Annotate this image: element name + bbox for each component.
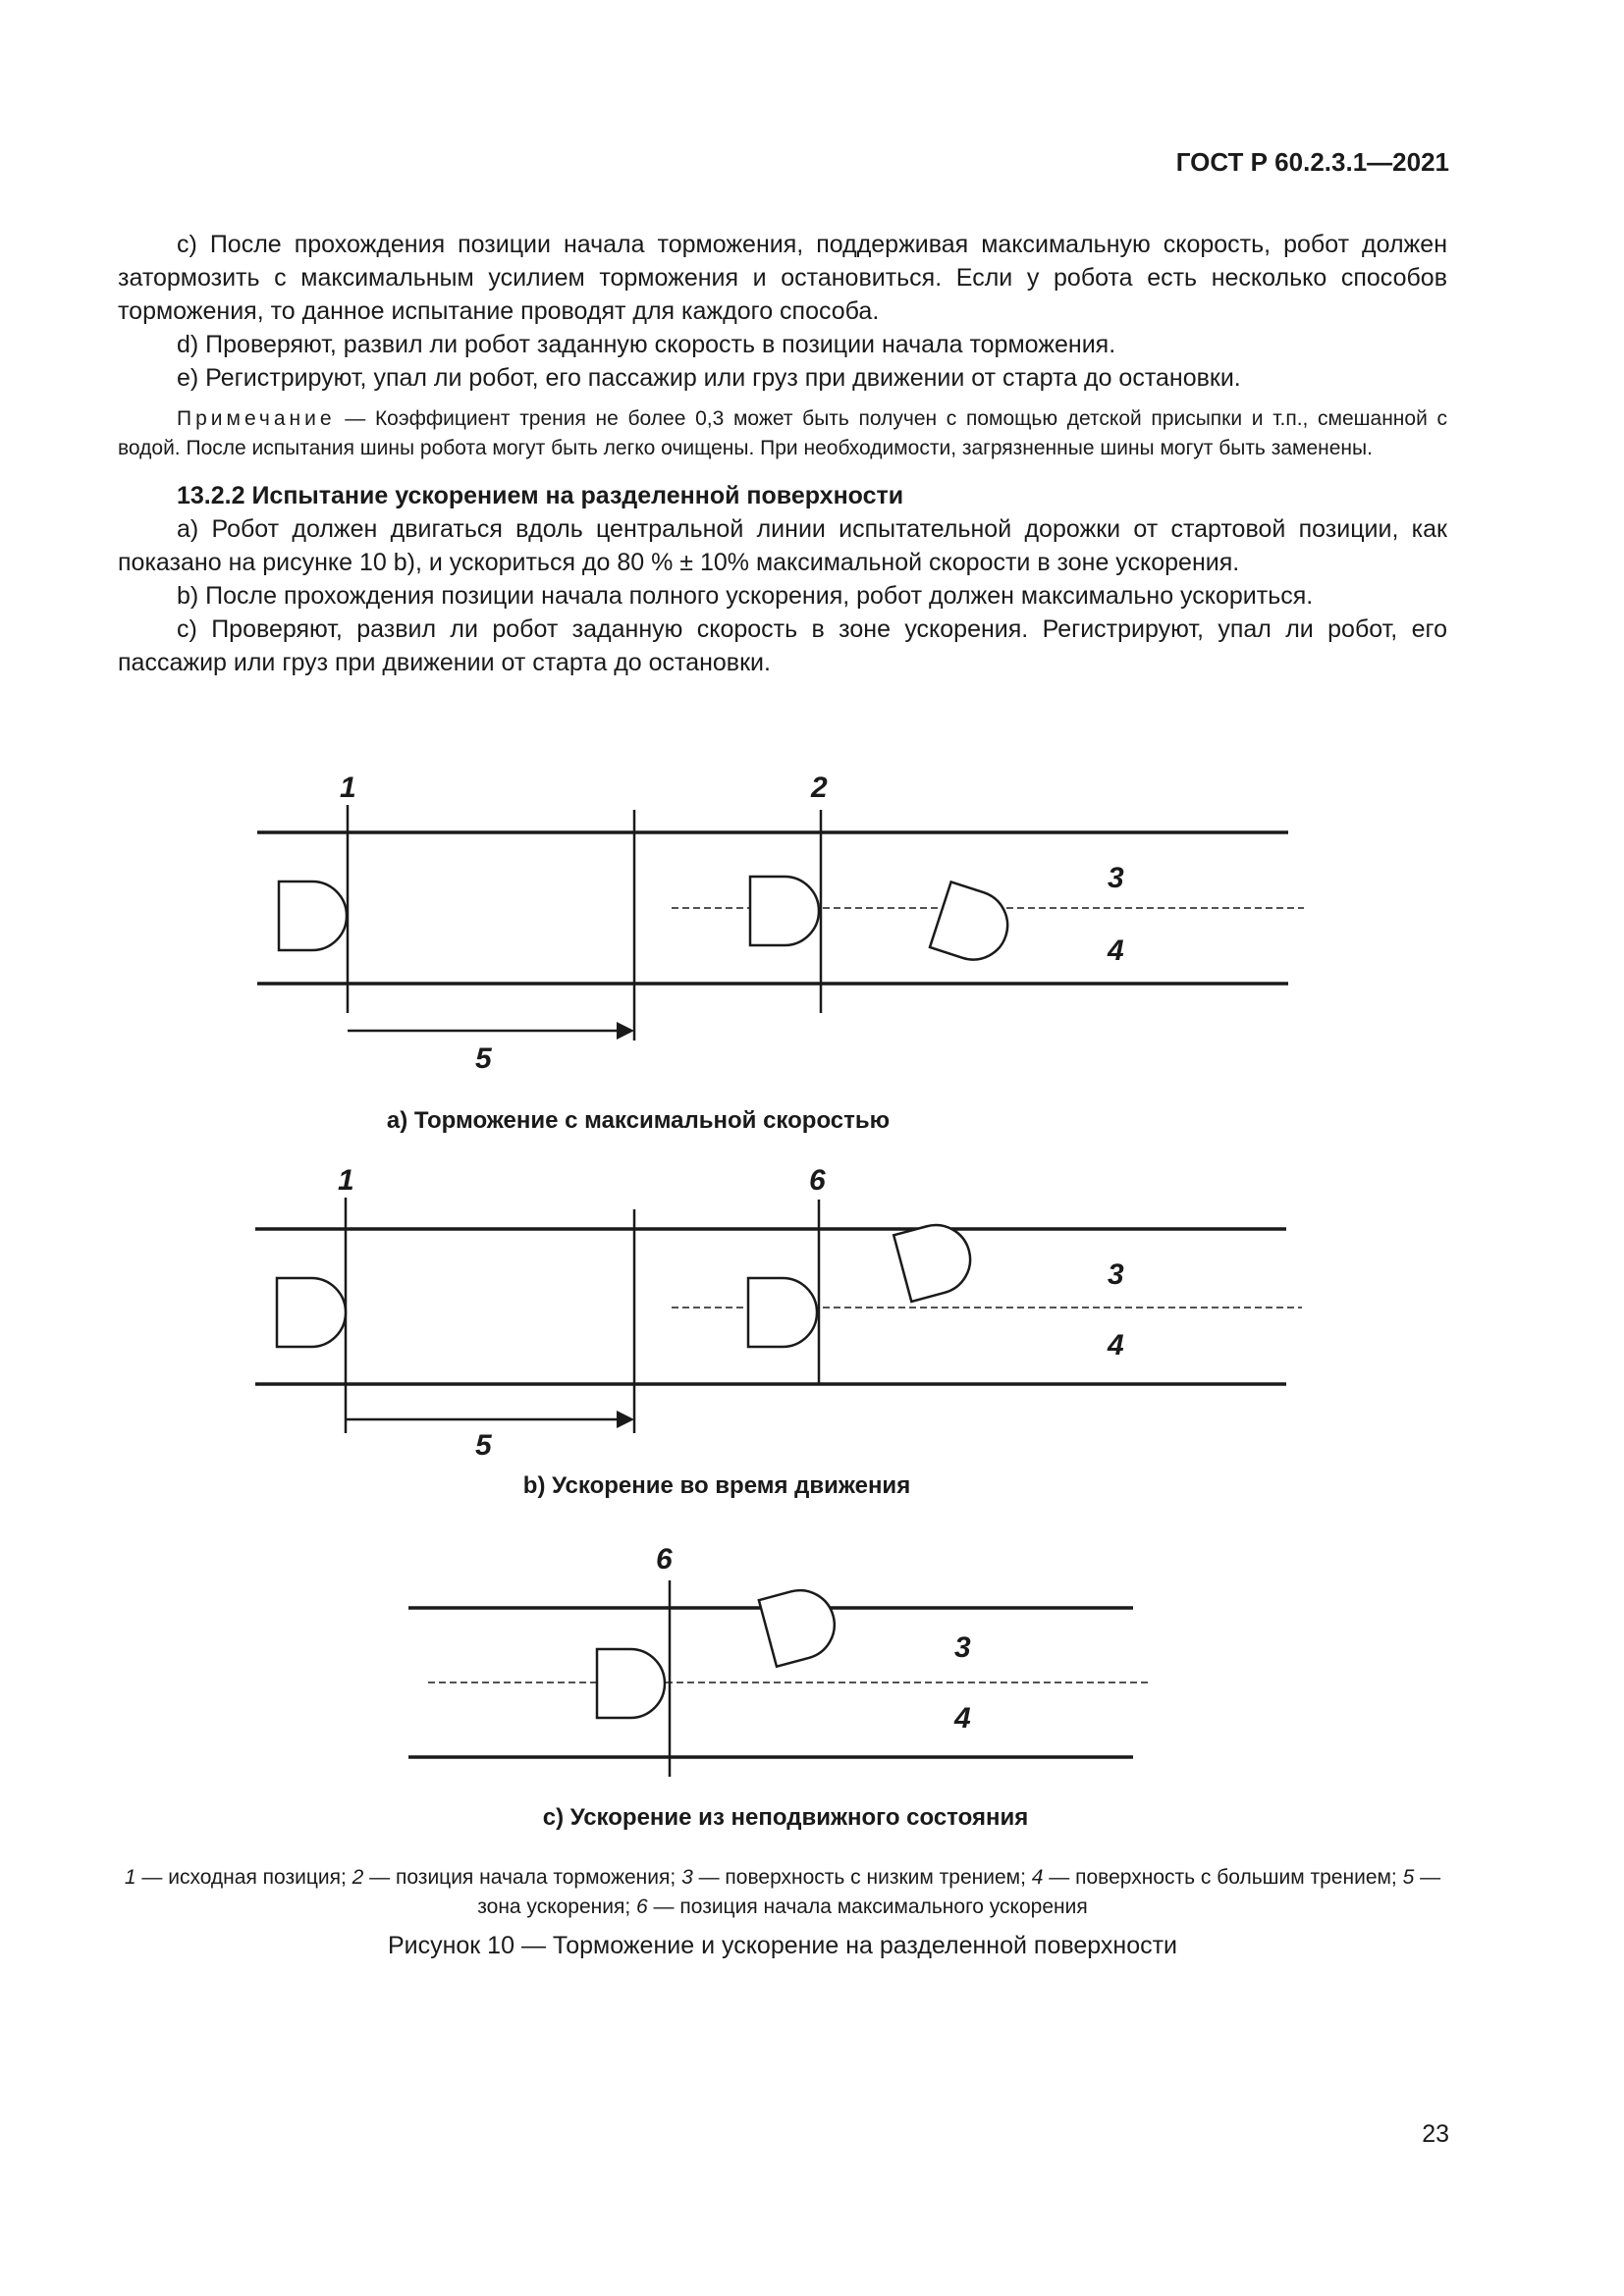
robot-start-icon bbox=[279, 881, 347, 950]
paragraph-b-accelerate: b) После прохождения позиции начала полного ускорения, робот должен максимально ускориться. bbox=[177, 582, 1314, 610]
robot-start-icon bbox=[277, 1278, 346, 1347]
legend-num-1: 1 bbox=[124, 1866, 136, 1889]
caption-c: c) Ускорение из неподвижного состояния bbox=[542, 1804, 1029, 1831]
legend-text-1: — исходная позиция; bbox=[135, 1866, 352, 1889]
zone-arrow-head bbox=[617, 1411, 634, 1428]
paragraph-e-register: e) Регистрируют, упал ли робот, его пассажир или груз при движении от старта до остановки. bbox=[177, 364, 1241, 392]
note bbox=[118, 404, 1447, 463]
label-4: 4 bbox=[954, 1702, 971, 1735]
label-3: 3 bbox=[1108, 1258, 1124, 1291]
legend-text-4: — поверхность с большим трением; bbox=[1043, 1866, 1403, 1889]
figure-title: Рисунок 10 — Торможение и ускорение на разделенной поверхности bbox=[387, 1932, 1178, 1959]
label-4: 4 bbox=[1108, 934, 1124, 967]
section-heading: 13.2.2 Испытание ускорением на разделенной поверхности bbox=[177, 482, 904, 509]
robot-start-icon bbox=[597, 1649, 665, 1718]
legend-num-4: 4 bbox=[1031, 1866, 1044, 1889]
paragraph-c-braking: c) После прохождения позиции начала торможения, поддерживая максимальную скорость, робот должен затормозить с максимальным усилием торможения и остановиться. Если у робота есть несколько способов торможения, то данное испытание проводят для каждого способа. bbox=[118, 231, 1447, 325]
legend-num-5: 5 bbox=[1402, 1866, 1415, 1889]
label-1: 1 bbox=[338, 1164, 354, 1197]
caption-a: a) Торможение с максимальной скоростью bbox=[386, 1107, 891, 1134]
caption-b: b) Ускорение во время движения bbox=[522, 1472, 911, 1499]
label-3: 3 bbox=[1108, 862, 1124, 894]
note-text: — Коэффициент трения не более 0,3 может быть получен с помощью детской присыпки и т.п., смешанной с водой. После испытания шины робота могут быть легко очищены. При необходимости, загрязненные шины могут быть заменены. bbox=[118, 407, 1447, 459]
paragraph-a-move: a) Робот должен двигаться вдоль центральной линии испытательной дорожки от стартовой позиции, как показано на рисунке 10 b), и ускориться до 80 % ± 10% максимальной скорости в зоне ускорения. bbox=[118, 515, 1447, 576]
robot-braking-icon bbox=[750, 877, 819, 945]
document-id: ГОСТ Р 60.2.3.1—2021 bbox=[1175, 147, 1449, 177]
legend-text-3: — поверхность с низким трением; bbox=[692, 1866, 1032, 1889]
label-6: 6 bbox=[809, 1164, 826, 1197]
legend-text-6: — позиция начала максимального ускорения bbox=[647, 1896, 1088, 1918]
label-1: 1 bbox=[340, 772, 356, 804]
figure-legend bbox=[118, 1863, 1447, 1922]
figure-c-diagram bbox=[0, 1531, 1624, 1787]
label-3: 3 bbox=[954, 1631, 971, 1664]
paragraph-d-check-speed: d) Проверяют, развил ли робот заданную скорость в позиции начала торможения. bbox=[177, 331, 1116, 358]
robot-rotated-icon bbox=[759, 1582, 842, 1666]
legend-num-3: 3 bbox=[681, 1866, 693, 1889]
body-text bbox=[118, 228, 1447, 679]
robot-accel-icon bbox=[748, 1278, 817, 1347]
label-6: 6 bbox=[656, 1543, 673, 1575]
legend-text-5: — зона ускорения; bbox=[477, 1866, 1441, 1918]
label-5: 5 bbox=[475, 1042, 492, 1075]
legend-num-2: 2 bbox=[352, 1866, 364, 1889]
label-2: 2 bbox=[811, 772, 828, 804]
figure-b-diagram bbox=[0, 1148, 1624, 1482]
page-number: 23 bbox=[1422, 2120, 1449, 2148]
figure-a-diagram bbox=[0, 756, 1624, 1129]
zone-arrow-head bbox=[617, 1022, 634, 1040]
label-4: 4 bbox=[1108, 1329, 1124, 1362]
robot-rotated-icon bbox=[930, 881, 1016, 968]
label-5: 5 bbox=[475, 1429, 492, 1462]
paragraph-c-check-acceleration: c) Проверяют, развил ли робот заданную скорость в зоне ускорения. Регистрируют, упал ли робот, его пассажир или груз при движении от старта до остановки. bbox=[118, 615, 1447, 676]
note-label: Примечание bbox=[177, 407, 336, 430]
legend-num-6: 6 bbox=[636, 1896, 648, 1918]
legend-text-2: — позиция начала торможения; bbox=[363, 1866, 682, 1889]
